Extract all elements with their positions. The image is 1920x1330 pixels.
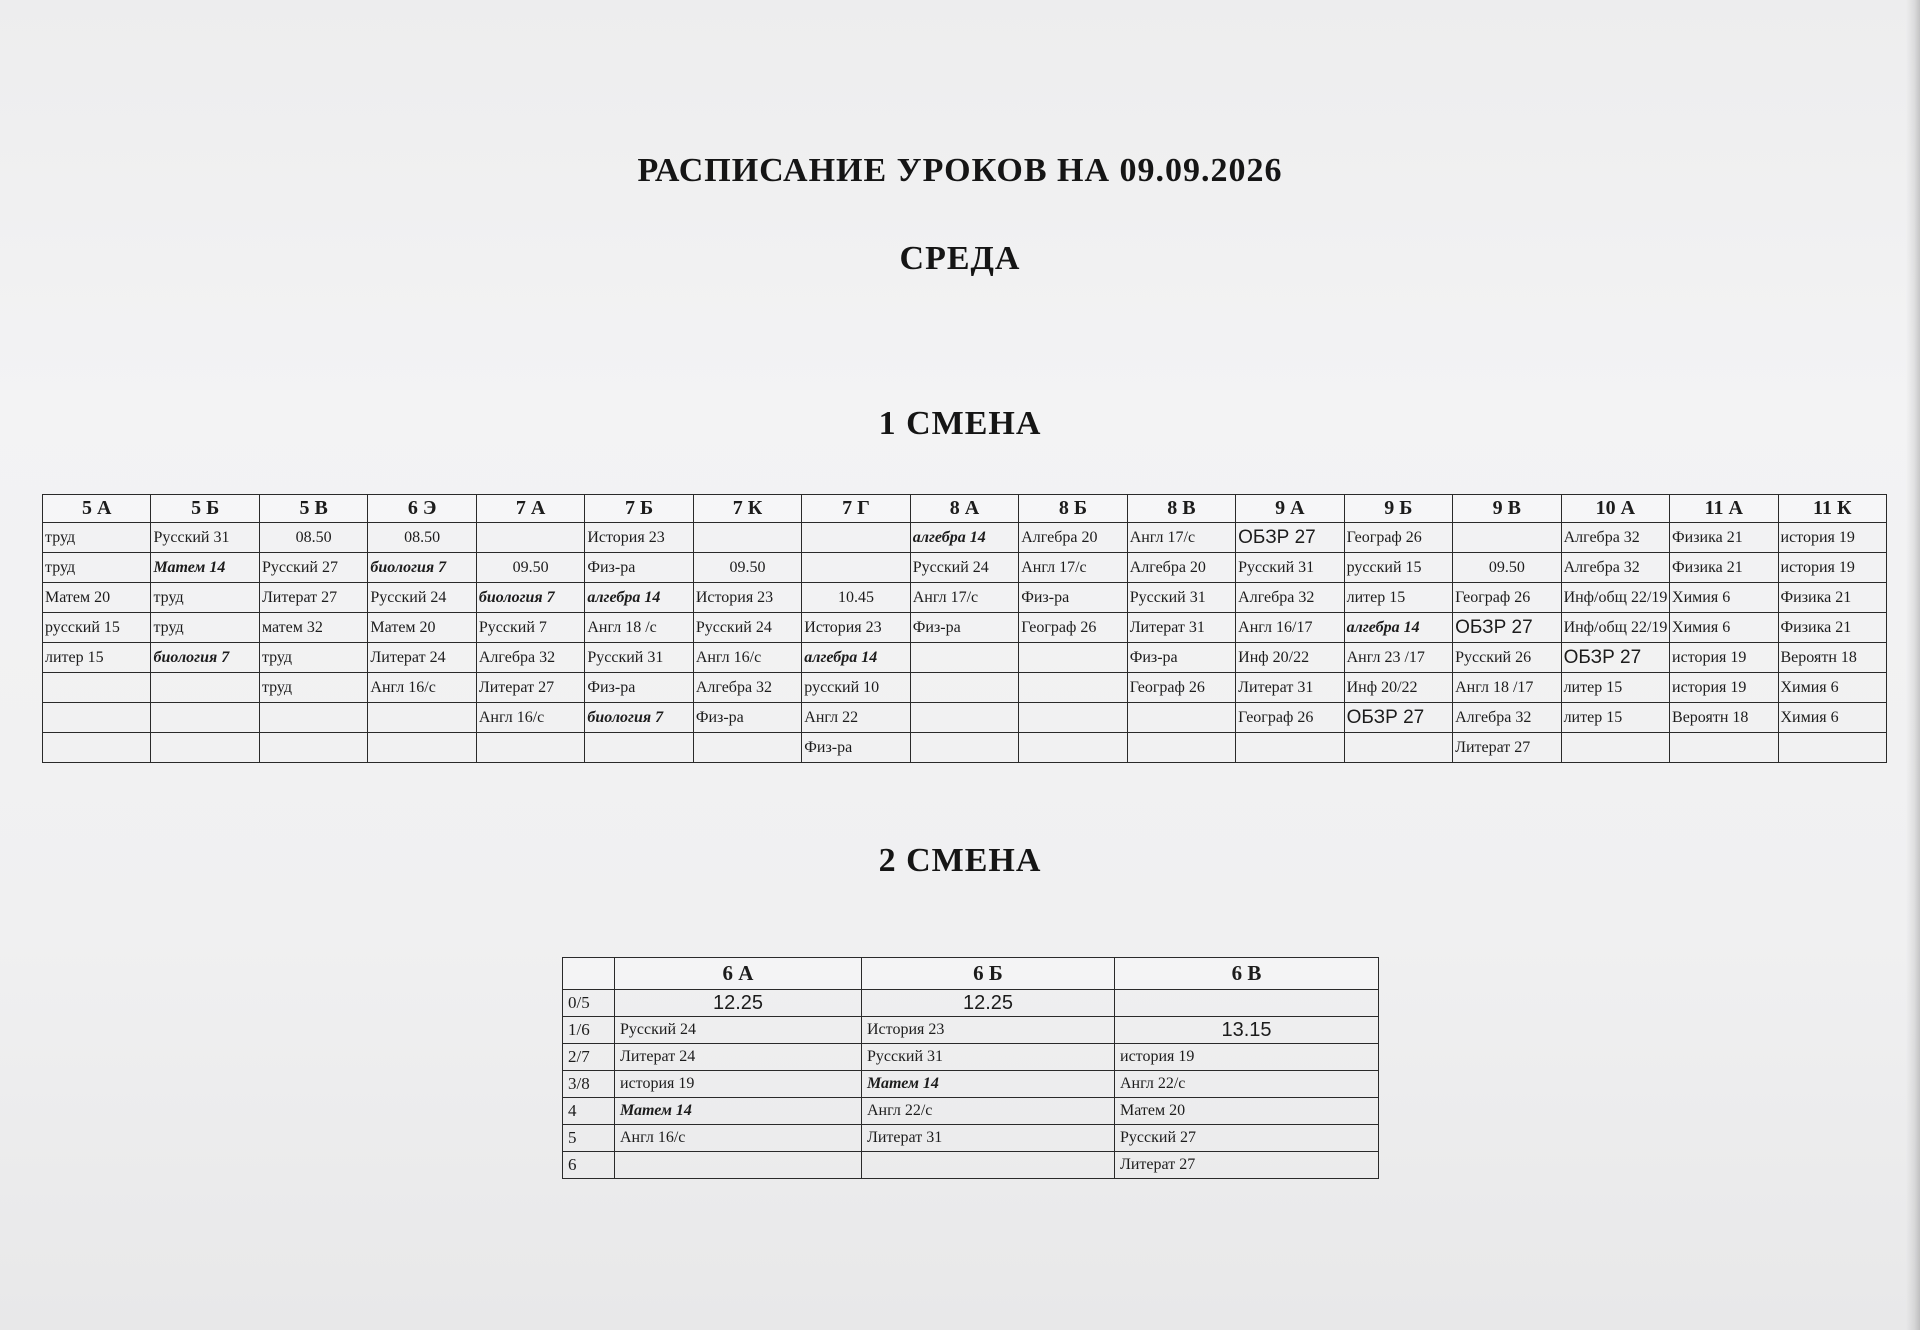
lesson-cell: труд	[43, 523, 151, 553]
sheet-edge-shadow	[1906, 0, 1920, 1330]
lesson-cell	[476, 733, 584, 763]
class-header-cell: 7 А	[476, 495, 584, 523]
lesson-row	[43, 553, 1887, 583]
lesson-cell: Географ 26	[1344, 523, 1452, 553]
lesson-cell	[476, 523, 584, 553]
lesson-cell: Физика 21	[1670, 523, 1778, 553]
lesson-cell	[910, 733, 1018, 763]
lesson-cell: Матем 20	[43, 583, 151, 613]
lesson-cell: Матем 14	[151, 553, 259, 583]
class-header-cell: 6 А	[615, 958, 862, 990]
lesson-cell: Физ-ра	[585, 553, 693, 583]
lesson-cell	[43, 703, 151, 733]
lesson-cell	[151, 733, 259, 763]
lesson-row	[43, 643, 1887, 673]
lesson-cell: Русский 27	[1115, 1125, 1379, 1152]
lesson-cell	[1115, 990, 1379, 1017]
lesson-cell: Физика 21	[1670, 553, 1778, 583]
lesson-row	[43, 673, 1887, 703]
lesson-cell: литер 15	[1344, 583, 1452, 613]
lesson-cell: история 19	[1778, 553, 1887, 583]
lesson-cell: Русский 31	[585, 643, 693, 673]
lesson-cell	[910, 643, 1018, 673]
lesson-cell: биология 7	[151, 643, 259, 673]
lesson-cell: Химия 6	[1670, 613, 1778, 643]
lesson-cell: труд	[151, 583, 259, 613]
lesson-row	[563, 1125, 1379, 1152]
class-header-cell: 9 Б	[1344, 495, 1452, 523]
lesson-cell: труд	[43, 553, 151, 583]
lesson-cell: Литерат 27	[476, 673, 584, 703]
lesson-row	[563, 1044, 1379, 1071]
lesson-cell: Алгебра 32	[476, 643, 584, 673]
lesson-cell: Инф/общ 22/19	[1561, 613, 1669, 643]
lesson-cell: Русский 24	[910, 553, 1018, 583]
lesson-cell: 10.45	[802, 583, 910, 613]
lesson-row	[43, 733, 1887, 763]
lesson-cell: Русский 31	[151, 523, 259, 553]
lesson-cell: История 23	[862, 1017, 1115, 1044]
class-header-cell: 8 А	[910, 495, 1018, 523]
class-header-cell: 7 К	[693, 495, 801, 523]
lesson-cell: Алгебра 32	[693, 673, 801, 703]
lesson-cell: Вероятн 18	[1778, 643, 1887, 673]
lesson-cell	[151, 673, 259, 703]
lesson-cell: труд	[151, 613, 259, 643]
lesson-cell	[1344, 733, 1452, 763]
lesson-cell: история 19	[1670, 673, 1778, 703]
lesson-cell	[1236, 733, 1344, 763]
lesson-cell	[259, 733, 367, 763]
lesson-cell	[151, 703, 259, 733]
class-header-cell: 7 Б	[585, 495, 693, 523]
lesson-cell: Литерат 27	[259, 583, 367, 613]
lesson-cell: ОБЗР 27	[1561, 643, 1669, 673]
lesson-cell: Географ 26	[1127, 673, 1235, 703]
lesson-cell: Англ 22	[802, 703, 910, 733]
lesson-cell: Физ-ра	[1019, 583, 1127, 613]
lesson-cell: Химия 6	[1778, 673, 1887, 703]
period-label: 4	[563, 1098, 615, 1125]
shift1-header-row	[43, 495, 1887, 523]
lesson-cell: Русский 24	[615, 1017, 862, 1044]
lesson-cell	[368, 733, 476, 763]
class-header-cell: 10 А	[1561, 495, 1669, 523]
lesson-cell: 12.25	[615, 990, 862, 1017]
class-header-cell: 11 А	[1670, 495, 1778, 523]
lesson-row	[563, 990, 1379, 1017]
lesson-cell: История 23	[802, 613, 910, 643]
schedule-heading: РАСПИСАНИЕ УРОКОВ НА 09.09.2026	[637, 152, 1283, 189]
day-title: СРЕДА	[899, 240, 1021, 277]
lesson-row	[563, 1098, 1379, 1125]
lesson-cell: история 19	[1778, 523, 1887, 553]
lesson-cell: Физ-ра	[585, 673, 693, 703]
lesson-cell	[615, 1152, 862, 1179]
shift1-table	[42, 494, 1887, 763]
lesson-cell	[43, 673, 151, 703]
lesson-cell: русский 15	[43, 613, 151, 643]
lesson-cell: Алгебра 32	[1561, 553, 1669, 583]
lesson-cell: Алгебра 32	[1453, 703, 1561, 733]
lesson-cell	[693, 733, 801, 763]
period-label: 5	[563, 1125, 615, 1152]
lesson-cell: история 19	[1115, 1044, 1379, 1071]
class-header-cell: 9 В	[1453, 495, 1561, 523]
lesson-cell: алгебра 14	[1344, 613, 1452, 643]
lesson-cell	[1670, 733, 1778, 763]
lesson-cell: Физ-ра	[802, 733, 910, 763]
class-header-cell: 6 Б	[862, 958, 1115, 990]
lesson-cell	[43, 733, 151, 763]
lesson-cell: Алгебра 32	[1236, 583, 1344, 613]
lesson-cell: 08.50	[259, 523, 367, 553]
lesson-cell: история 19	[615, 1071, 862, 1098]
lesson-cell: Вероятн 18	[1670, 703, 1778, 733]
lesson-cell: биология 7	[585, 703, 693, 733]
lesson-cell	[802, 523, 910, 553]
lesson-row	[563, 1152, 1379, 1179]
shift2-title: 2 СМЕНА	[878, 842, 1042, 879]
lesson-cell: Литерат 31	[862, 1125, 1115, 1152]
lesson-cell	[1019, 673, 1127, 703]
lesson-cell: Алгебра 20	[1019, 523, 1127, 553]
class-header-cell: 8 Б	[1019, 495, 1127, 523]
lesson-cell: Физ-ра	[693, 703, 801, 733]
lesson-cell	[1019, 643, 1127, 673]
lesson-cell: Русский 24	[368, 583, 476, 613]
lesson-cell: Матем 20	[1115, 1098, 1379, 1125]
lesson-cell	[1127, 703, 1235, 733]
shift2-body	[563, 990, 1379, 1179]
lesson-cell: Физ-ра	[910, 613, 1018, 643]
lesson-cell: Географ 26	[1019, 613, 1127, 643]
lesson-cell: Англ 16/17	[1236, 613, 1344, 643]
lesson-cell: Русский 31	[1127, 583, 1235, 613]
lesson-cell: Химия 6	[1778, 703, 1887, 733]
lesson-cell	[1778, 733, 1887, 763]
lesson-cell	[1019, 733, 1127, 763]
lesson-cell: Англ 16/с	[615, 1125, 862, 1152]
lesson-cell: Физика 21	[1778, 613, 1887, 643]
lesson-cell: 12.25	[862, 990, 1115, 1017]
class-header-cell: 7 Г	[802, 495, 910, 523]
lesson-cell: ОБЗР 27	[1344, 703, 1452, 733]
lesson-cell: литер 15	[1561, 673, 1669, 703]
lesson-cell: 08.50	[368, 523, 476, 553]
lesson-cell: Географ 26	[1236, 703, 1344, 733]
class-header-cell: 6 Э	[368, 495, 476, 523]
lesson-cell	[585, 733, 693, 763]
lesson-cell: Инф/общ 22/19	[1561, 583, 1669, 613]
lesson-cell: Литерат 31	[1127, 613, 1235, 643]
lesson-cell: Англ 17/с	[910, 583, 1018, 613]
lesson-cell: Инф 20/22	[1236, 643, 1344, 673]
lesson-cell: 13.15	[1115, 1017, 1379, 1044]
lesson-cell	[1561, 733, 1669, 763]
shift1-body	[43, 523, 1887, 763]
lesson-cell: Физ-ра	[1127, 643, 1235, 673]
lesson-cell: Алгебра 32	[1561, 523, 1669, 553]
lesson-cell	[802, 553, 910, 583]
lesson-cell: Литерат 27	[1115, 1152, 1379, 1179]
lesson-cell: Литерат 31	[1236, 673, 1344, 703]
lesson-cell: Географ 26	[1453, 583, 1561, 613]
period-label: 2/7	[563, 1044, 615, 1071]
shift2-table	[562, 957, 1379, 1179]
period-label: 3/8	[563, 1071, 615, 1098]
lesson-row	[563, 1071, 1379, 1098]
lesson-cell	[368, 703, 476, 733]
lesson-cell: Алгебра 20	[1127, 553, 1235, 583]
lesson-cell: алгебра 14	[910, 523, 1018, 553]
lesson-cell: Русский 31	[1236, 553, 1344, 583]
lesson-cell: Матем 14	[862, 1071, 1115, 1098]
class-header-cell: 5 В	[259, 495, 367, 523]
lesson-cell	[1453, 523, 1561, 553]
lesson-cell: Русский 7	[476, 613, 584, 643]
lesson-cell: Физика 21	[1778, 583, 1887, 613]
lesson-row	[563, 1017, 1379, 1044]
lesson-cell: Англ 17/с	[1019, 553, 1127, 583]
lesson-cell: 09.50	[476, 553, 584, 583]
class-header-cell: 5 Б	[151, 495, 259, 523]
lesson-cell: труд	[259, 673, 367, 703]
lesson-cell	[1127, 733, 1235, 763]
shift2-header-row	[563, 958, 1379, 990]
period-header-cell	[563, 958, 615, 990]
period-label: 6	[563, 1152, 615, 1179]
lesson-cell: История 23	[693, 583, 801, 613]
lesson-cell: Русский 27	[259, 553, 367, 583]
lesson-cell: Литерат 24	[368, 643, 476, 673]
lesson-cell: 09.50	[693, 553, 801, 583]
lesson-cell: Англ 18 /с	[585, 613, 693, 643]
class-header-cell: 11 К	[1778, 495, 1887, 523]
lesson-cell: русский 15	[1344, 553, 1452, 583]
lesson-cell: русский 10	[802, 673, 910, 703]
lesson-row	[43, 523, 1887, 553]
lesson-cell: Англ 23 /17	[1344, 643, 1452, 673]
lesson-cell: биология 7	[368, 553, 476, 583]
lesson-cell	[910, 703, 1018, 733]
lesson-cell: Русский 26	[1453, 643, 1561, 673]
lesson-row	[43, 583, 1887, 613]
lesson-cell	[910, 673, 1018, 703]
lesson-cell: Англ 16/с	[368, 673, 476, 703]
lesson-cell	[259, 703, 367, 733]
class-header-cell: 5 А	[43, 495, 151, 523]
lesson-cell: матем 32	[259, 613, 367, 643]
lesson-row	[43, 703, 1887, 733]
period-label: 0/5	[563, 990, 615, 1017]
lesson-cell: Англ 22/с	[862, 1098, 1115, 1125]
lesson-cell: ОБЗР 27	[1236, 523, 1344, 553]
lesson-cell: Русский 31	[862, 1044, 1115, 1071]
period-label: 1/6	[563, 1017, 615, 1044]
lesson-cell: Литерат 27	[1453, 733, 1561, 763]
lesson-cell: Химия 6	[1670, 583, 1778, 613]
lesson-cell: алгебра 14	[585, 583, 693, 613]
lesson-cell: Матем 14	[615, 1098, 862, 1125]
lesson-cell: Англ 17/с	[1127, 523, 1235, 553]
lesson-cell: литер 15	[43, 643, 151, 673]
lesson-cell: алгебра 14	[802, 643, 910, 673]
lesson-cell: Матем 20	[368, 613, 476, 643]
class-header-cell: 8 В	[1127, 495, 1235, 523]
lesson-cell	[862, 1152, 1115, 1179]
lesson-cell: Литерат 24	[615, 1044, 862, 1071]
class-header-cell: 9 А	[1236, 495, 1344, 523]
class-header-cell: 6 В	[1115, 958, 1379, 990]
lesson-cell: Англ 22/с	[1115, 1071, 1379, 1098]
lesson-cell: литер 15	[1561, 703, 1669, 733]
lesson-cell: Англ 16/с	[693, 643, 801, 673]
lesson-cell: труд	[259, 643, 367, 673]
lesson-cell: 09.50	[1453, 553, 1561, 583]
lesson-cell: ОБЗР 27	[1453, 613, 1561, 643]
lesson-cell: биология 7	[476, 583, 584, 613]
lesson-cell: Англ 16/с	[476, 703, 584, 733]
lesson-cell: Инф 20/22	[1344, 673, 1452, 703]
lesson-cell: Русский 24	[693, 613, 801, 643]
lesson-cell: история 19	[1670, 643, 1778, 673]
lesson-cell	[693, 523, 801, 553]
shift1-title: 1 СМЕНА	[878, 405, 1042, 442]
lesson-cell: История 23	[585, 523, 693, 553]
lesson-cell	[1019, 703, 1127, 733]
lesson-row	[43, 613, 1887, 643]
lesson-cell: Англ 18 /17	[1453, 673, 1561, 703]
